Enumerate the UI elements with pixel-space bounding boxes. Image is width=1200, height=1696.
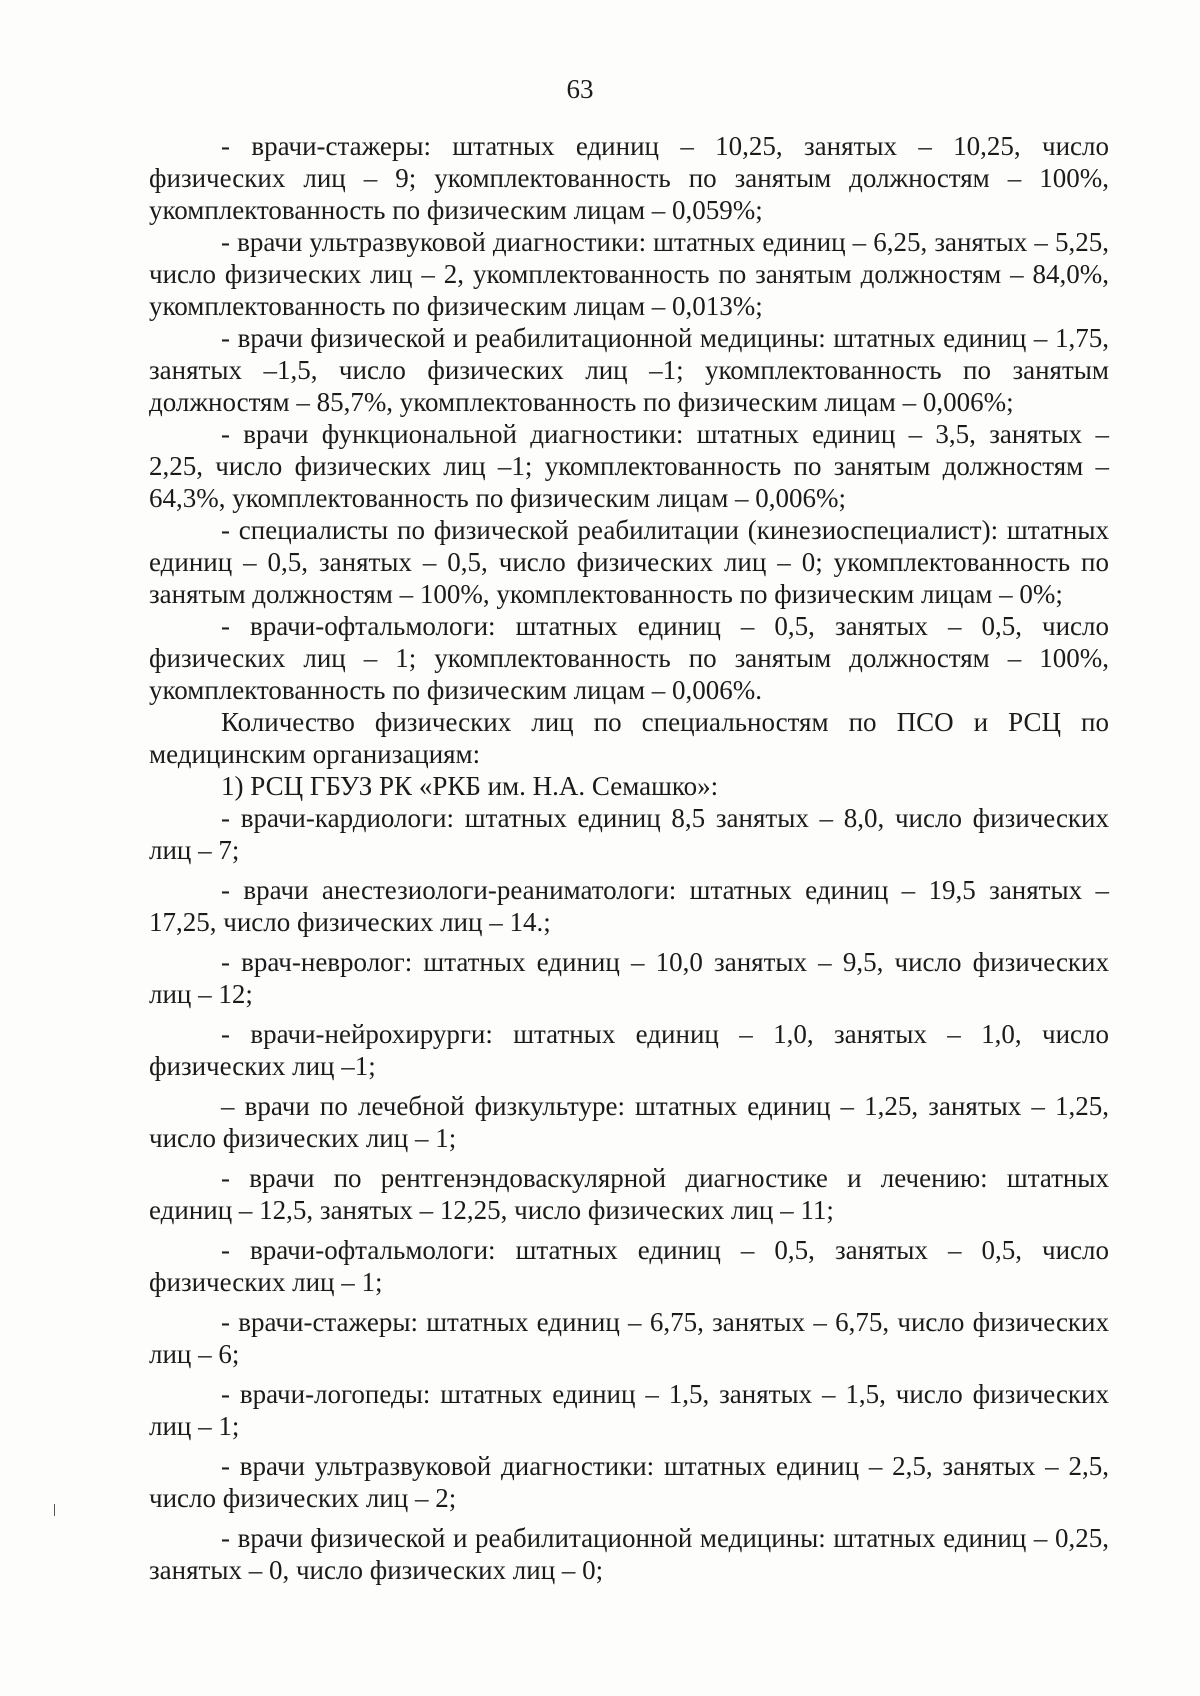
- list-item-neurologist: - врач-невролог: штатных единиц – 10,0 занятых – 9,5, число физических лиц – 12;: [149, 947, 1109, 1009]
- list-item-cardiologists: - врачи-кардиологи: штатных единиц 8,5 занятых – 8,0, число физических лиц – 7;: [149, 803, 1109, 865]
- paragraph-kinesiospecialist: - специалисты по физической реабилитации (кинезиоспециалист): штатных единиц – 0,5, занятых – 0,5, число физических лиц – 0; укомплектованность по занятым должностям – 100%, укомплектованность по физическим лицам – 0%;: [149, 515, 1109, 609]
- list-item-neurosurgeons: - врачи-нейрохирурги: штатных единиц – 1,0, занятых – 1,0, число физических лиц –1;: [149, 1019, 1109, 1081]
- list-item-ophthalmologists: - врачи-офтальмологи: штатных единиц – 0,5, занятых – 0,5, число физических лиц – 1;: [149, 1235, 1109, 1297]
- paragraph-interns: - врачи-стажеры: штатных единиц – 10,25, занятых – 10,25, число физических лиц – 9; укомплектованность по занятым должностям – 100%, укомплектованность по физическим лицам – 0,059%;: [149, 131, 1109, 225]
- list-item-physiotherapy: – врачи по лечебной физкультуре: штатных единиц – 1,25, занятых – 1,25, число физических лиц – 1;: [149, 1091, 1109, 1153]
- paragraph-rehab-medicine: - врачи физической и реабилитационной медицины: штатных единиц – 1,75, занятых –1,5, число физических лиц –1; укомплектованность по занятым должностям – 85,7%, укомплектованность по физическим лицам – 0,006%;: [149, 323, 1109, 417]
- page-number: 63: [566, 74, 594, 104]
- list-item-speech-therapists: - врачи-логопеды: штатных единиц – 1,5, занятых – 1,5, число физических лиц – 1;: [149, 1379, 1109, 1441]
- list-item-anesthesiologists: - врачи анестезиологи-реаниматологи: штатных единиц – 19,5 занятых – 17,25, число физических лиц – 14.;: [149, 875, 1109, 937]
- document-body: [149, 130, 1109, 1586]
- scan-artifact-mark: [54, 1504, 55, 1516]
- paragraph-org-intro: Количество физических лиц по специальностям по ПСО и РСЦ по медицинским организациям:: [149, 707, 1109, 769]
- list-item-rehab-medicine: - врачи физической и реабилитационной медицины: штатных единиц – 0,25, занятых – 0, число физических лиц – 0;: [149, 1523, 1109, 1585]
- paragraph-ultrasound: - врачи ультразвуковой диагностики: штатных единиц – 6,25, занятых – 5,25, число физических лиц – 2, укомплектованность по занятым должностям – 84,0%, укомплектованность по физическим лицам – 0,013%;: [149, 227, 1109, 321]
- paragraph-functional-diagnostics: - врачи функциональной диагностики: штатных единиц – 3,5, занятых – 2,25, число физических лиц –1; укомплектованность по занятым должностям – 64,3%, укомплектованность по физическим лицам – 0,006%;: [149, 419, 1109, 513]
- list-item-interns: - врачи-стажеры: штатных единиц – 6,75, занятых – 6,75, число физических лиц – 6;: [149, 1307, 1109, 1369]
- section-heading-rsc: 1) РСЦ ГБУЗ РК «РКБ им. Н.А. Семашко»:: [221, 771, 719, 801]
- list-item-ultrasound: - врачи ультразвуковой диагностики: штатных единиц – 2,5, занятых – 2,5, число физических лиц – 2;: [149, 1451, 1109, 1513]
- list-item-endovascular: - врачи по рентгенэндоваскулярной диагностике и лечению: штатных единиц – 12,5, занятых – 12,25, число физических лиц – 11;: [149, 1163, 1109, 1225]
- paragraph-ophthalmologists: - врачи-офтальмологи: штатных единиц – 0,5, занятых – 0,5, число физических лиц – 1; укомплектованность по занятым должностям – 100%, укомплектованность по физическим лицам – 0,006%.: [149, 611, 1109, 705]
